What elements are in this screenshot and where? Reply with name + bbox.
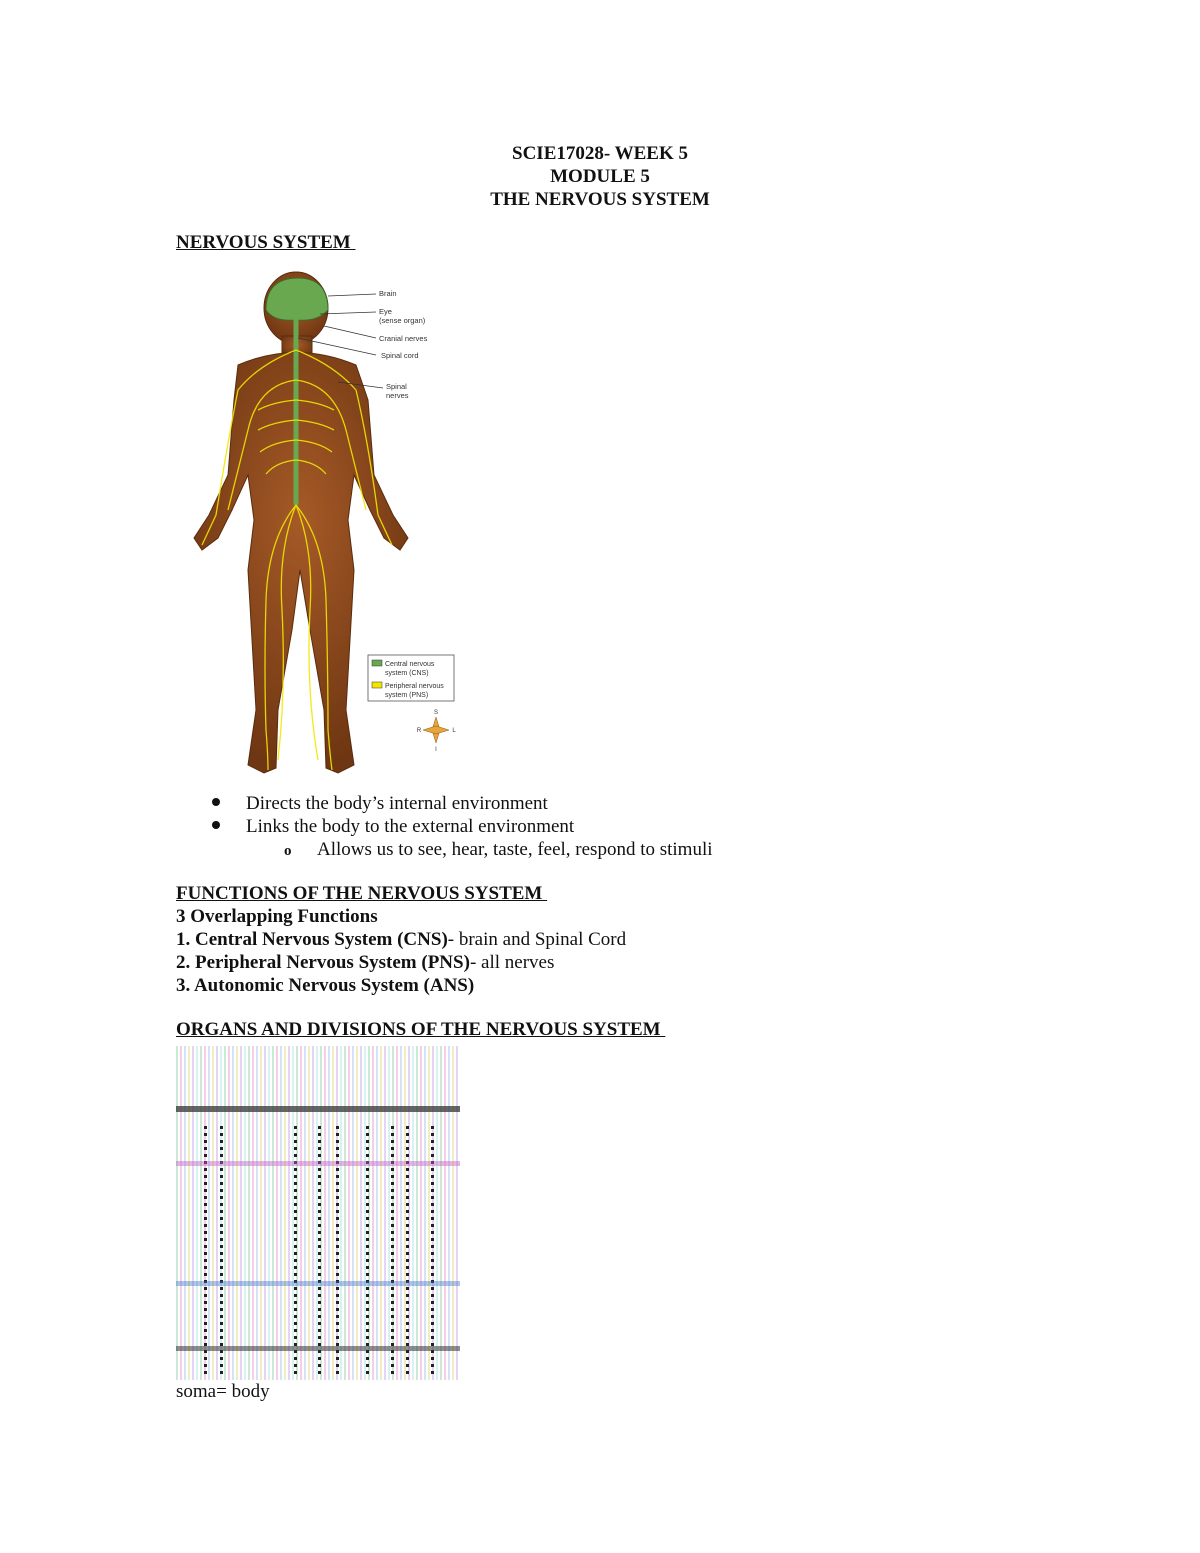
label-eye: Eye <box>379 307 392 316</box>
sub-bullet-item-senses: Allows us to see, hear, taste, feel, respond to stimuli <box>317 839 713 860</box>
doc-title-module: MODULE 5 <box>550 166 650 187</box>
function-item-ans-title: 3. Autonomic Nervous System (ANS) <box>176 975 475 996</box>
function-item-pns <box>176 952 554 974</box>
function-item-cns <box>176 929 626 951</box>
divisions-diagram-image <box>176 1046 460 1380</box>
doc-title-course: SCIE17028- WEEK 5 <box>512 143 688 164</box>
label-spinal: Spinal <box>386 382 407 391</box>
doc-title-topic: THE NERVOUS SYSTEM <box>490 189 710 210</box>
section-heading-organs-divisions: ORGANS AND DIVISIONS OF THE NERVOUS SYSTEM <box>176 1019 666 1040</box>
function-item-ans <box>176 975 474 997</box>
function-item-pns-desc: - all nerves <box>469 952 555 973</box>
section-heading-functions: FUNCTIONS OF THE NERVOUS SYSTEM <box>176 883 548 904</box>
compass-left-label: R <box>416 728 422 734</box>
sub-bullet-marker: o <box>284 843 292 859</box>
bullet-item-external: Links the body to the external environment <box>246 816 575 837</box>
functions-subheading: 3 Overlapping Functions <box>176 906 378 927</box>
compass-right-label: L <box>452 728 456 734</box>
label-spinal-cord: Spinal cord <box>381 351 419 360</box>
compass-top-label: S <box>433 710 439 716</box>
section-heading-nervous-system: NERVOUS SYSTEM <box>176 232 356 253</box>
label-nerves: nerves <box>386 391 409 400</box>
function-item-cns-desc: - brain and Spinal Cord <box>447 929 627 950</box>
bullet-item-internal: Directs the body’s internal environment <box>246 793 548 814</box>
compass-icon <box>417 710 457 753</box>
legend-pns-line1: Peripheral nervous <box>385 683 444 690</box>
nervous-system-body-figure <box>178 270 463 785</box>
bullet-dot <box>212 798 220 806</box>
soma-caption: soma= body <box>176 1381 270 1402</box>
function-item-cns-title: 1. Central Nervous System (CNS) <box>176 929 448 950</box>
label-cranial-nerves: Cranial nerves <box>379 334 428 343</box>
figure-legend <box>368 655 454 701</box>
label-sense-organ: (sense organ) <box>379 316 426 325</box>
function-item-pns-title: 2. Peripheral Nervous System (PNS) <box>176 952 470 973</box>
legend-pns-line2: system (PNS) <box>385 692 429 699</box>
bullet-dot <box>212 821 220 829</box>
label-brain: Brain <box>379 289 397 298</box>
brain-shape <box>266 278 328 320</box>
corrupted-image-columns <box>176 1046 458 1380</box>
compass-bottom-label: I <box>435 747 437 753</box>
legend-cns-line1: Central nervous <box>385 661 435 668</box>
legend-cns-line2: system (CNS) <box>385 670 429 677</box>
